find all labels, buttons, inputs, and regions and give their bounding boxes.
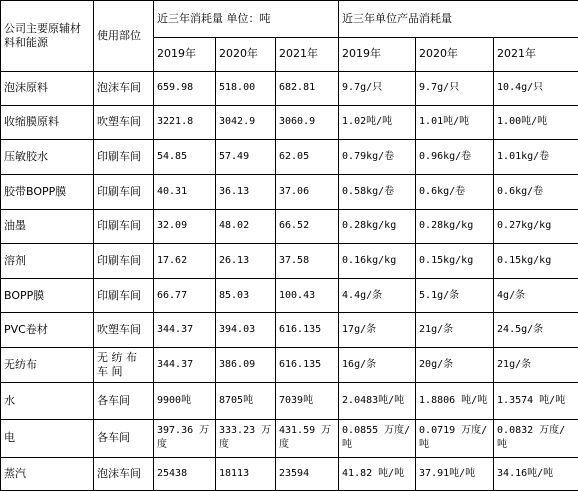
unit-consumption-cell: 1.00吨/吨 bbox=[494, 105, 578, 139]
consumption-cell: 26.13 bbox=[216, 243, 276, 278]
material-cell: 无纺布 bbox=[1, 347, 94, 382]
consumption-cell: 333.23 万度 bbox=[216, 420, 276, 457]
unit-consumption-cell: 0.0832 万度/吨 bbox=[494, 420, 578, 457]
table-row bbox=[1, 175, 578, 209]
material-header: 公司主要原辅材料和能源 bbox=[1, 1, 94, 72]
year-header: 2019年 bbox=[339, 38, 416, 71]
consumption-cell: 37.58 bbox=[276, 243, 339, 278]
consumption-cell: 682.81 bbox=[276, 71, 339, 105]
consumption-cell: 9900吨 bbox=[154, 383, 216, 420]
unit-consumption-cell: 1.02吨/吨 bbox=[339, 105, 416, 139]
table-row bbox=[1, 105, 578, 139]
consumption-cell: 32.09 bbox=[154, 209, 216, 243]
unit-consumption-cell: 0.6kg/卷 bbox=[416, 175, 494, 209]
unit-consumption-cell: 37.91吨/吨 bbox=[416, 457, 494, 490]
consumption-cell: 37.06 bbox=[276, 175, 339, 209]
table-row bbox=[1, 420, 578, 457]
material-cell: BOPP膜 bbox=[1, 279, 94, 313]
department-cell: 印刷车间 bbox=[94, 175, 154, 209]
department-cell: 各车间 bbox=[94, 420, 154, 457]
unit-consumption-cell: 41.82 吨/吨 bbox=[339, 457, 416, 490]
unit-consumption-cell: 21g/条 bbox=[494, 347, 578, 382]
consumption-cell: 48.02 bbox=[216, 209, 276, 243]
material-cell: 电 bbox=[1, 420, 94, 457]
consumption-cell: 344.37 bbox=[154, 313, 216, 347]
unit-consumption-cell: 5.1g/条 bbox=[416, 279, 494, 313]
department-cell: 各车间 bbox=[94, 383, 154, 420]
table-row bbox=[1, 140, 578, 175]
department-cell: 印刷车间 bbox=[94, 243, 154, 278]
unit-consumption-cell: 17g/条 bbox=[339, 313, 416, 347]
year-header: 2021年 bbox=[276, 38, 339, 71]
consumption-cell: 659.98 bbox=[154, 71, 216, 105]
department-cell: 吹塑车间 bbox=[94, 105, 154, 139]
material-cell: PVC卷材 bbox=[1, 313, 94, 347]
consumption-cell: 18113 bbox=[216, 457, 276, 490]
table-row bbox=[1, 347, 578, 382]
unit-consumption-cell: 4g/条 bbox=[494, 279, 578, 313]
consumption-cell: 36.13 bbox=[216, 175, 276, 209]
material-cell: 泡沫原料 bbox=[1, 71, 94, 105]
unit-consumption-cell: 0.28kg/kg bbox=[416, 209, 494, 243]
unit-consumption-cell: 0.79kg/卷 bbox=[339, 140, 416, 175]
unit-consumption-cell: 34.16吨/吨 bbox=[494, 457, 578, 490]
department-cell: 泡沫车间 bbox=[94, 71, 154, 105]
department-cell: 印刷车间 bbox=[94, 140, 154, 175]
consumption-cell: 3221.8 bbox=[154, 105, 216, 139]
material-cell: 收缩膜原料 bbox=[1, 105, 94, 139]
consumption-cell: 85.03 bbox=[216, 279, 276, 313]
unit-consumption-cell: 0.96kg/卷 bbox=[416, 140, 494, 175]
material-cell: 溶剂 bbox=[1, 243, 94, 278]
consumption-cell: 616.135 bbox=[276, 313, 339, 347]
consumption-cell: 66.52 bbox=[276, 209, 339, 243]
table-body bbox=[1, 1, 578, 491]
consumption-cell: 616.135 bbox=[276, 347, 339, 382]
unit-consumption-cell: 0.15kg/kg bbox=[416, 243, 494, 278]
consumption-cell: 8705吨 bbox=[216, 383, 276, 420]
year-header: 2020年 bbox=[216, 38, 276, 71]
table-row bbox=[1, 71, 578, 105]
unit-consumption-cell: 24.5g/条 bbox=[494, 313, 578, 347]
unit-consumption-cell: 16g/条 bbox=[339, 347, 416, 382]
material-cell: 油墨 bbox=[1, 209, 94, 243]
material-cell: 水 bbox=[1, 383, 94, 420]
department-header: 使用部位 bbox=[94, 1, 154, 72]
unit-consumption-cell: 0.6kg/卷 bbox=[494, 175, 578, 209]
unit-consumption-cell: 0.27kg/kg bbox=[494, 209, 578, 243]
consumption-cell: 62.05 bbox=[276, 140, 339, 175]
unit-consumption-cell: 1.01吨/吨 bbox=[416, 105, 494, 139]
unit-consumption-cell: 0.15kg/kg bbox=[494, 243, 578, 278]
table-row bbox=[1, 313, 578, 347]
consumption-cell: 100.43 bbox=[276, 279, 339, 313]
consumption-cell: 17.62 bbox=[154, 243, 216, 278]
consumption-cell: 66.77 bbox=[154, 279, 216, 313]
consumption-cell: 23594 bbox=[276, 457, 339, 490]
department-cell: 泡沫车间 bbox=[94, 457, 154, 490]
year-header: 2020年 bbox=[416, 38, 494, 71]
material-cell: 胶带BOPP膜 bbox=[1, 175, 94, 209]
unit-consumption-cell: 0.0719 万度/吨 bbox=[416, 420, 494, 457]
table-row bbox=[1, 279, 578, 313]
unit-consumption-cell: 0.28kg/kg bbox=[339, 209, 416, 243]
consumption-cell: 57.49 bbox=[216, 140, 276, 175]
unit-consumption-cell: 1.8806 吨/吨 bbox=[416, 383, 494, 420]
consumption-cell: 386.09 bbox=[216, 347, 276, 382]
year-header: 2019年 bbox=[154, 38, 216, 71]
unit-consumption-cell: 0.0855 万度/吨 bbox=[339, 420, 416, 457]
unit-consumption-cell: 2.0483吨/吨 bbox=[339, 383, 416, 420]
unit-consumption-cell: 10.4g/只 bbox=[494, 71, 578, 105]
consumption-cell: 518.00 bbox=[216, 71, 276, 105]
consumption-cell: 25438 bbox=[154, 457, 216, 490]
consumption-cell: 7039吨 bbox=[276, 383, 339, 420]
table-row bbox=[1, 209, 578, 243]
table-row bbox=[1, 243, 578, 278]
consumption-cell: 394.03 bbox=[216, 313, 276, 347]
consumption-cell: 431.59 万度 bbox=[276, 420, 339, 457]
unit-consumption-cell: 20g/条 bbox=[416, 347, 494, 382]
department-cell: 吹塑车间 bbox=[94, 313, 154, 347]
unit-group-header: 近三年单位产品消耗量 bbox=[339, 1, 578, 38]
unit-consumption-cell: 9.7g/只 bbox=[416, 71, 494, 105]
unit-consumption-cell: 9.7g/只 bbox=[339, 71, 416, 105]
unit-consumption-cell: 1.3574 吨/吨 bbox=[494, 383, 578, 420]
consumption-group-header: 近三年消耗量 单位：吨 bbox=[154, 1, 339, 38]
unit-consumption-cell: 0.16kg/kg bbox=[339, 243, 416, 278]
consumption-cell: 54.85 bbox=[154, 140, 216, 175]
unit-consumption-cell: 0.58kg/卷 bbox=[339, 175, 416, 209]
unit-consumption-cell: 21g/条 bbox=[416, 313, 494, 347]
department-cell: 印刷车间 bbox=[94, 209, 154, 243]
material-cell: 压敏胶水 bbox=[1, 140, 94, 175]
table-row bbox=[1, 383, 578, 420]
table-row bbox=[1, 457, 578, 490]
year-header: 2021年 bbox=[494, 38, 578, 71]
consumption-cell: 3060.9 bbox=[276, 105, 339, 139]
unit-consumption-cell: 4.4g/条 bbox=[339, 279, 416, 313]
department-cell: 无 纺 布 车 间 bbox=[94, 347, 154, 382]
unit-consumption-cell: 1.01kg/卷 bbox=[494, 140, 578, 175]
material-cell: 蒸汽 bbox=[1, 457, 94, 490]
department-cell: 印刷车间 bbox=[94, 279, 154, 313]
consumption-cell: 3042.9 bbox=[216, 105, 276, 139]
consumption-cell: 40.31 bbox=[154, 175, 216, 209]
consumption-cell: 344.37 bbox=[154, 347, 216, 382]
consumption-cell: 397.36 万度 bbox=[154, 420, 216, 457]
header-row-1 bbox=[1, 1, 578, 38]
